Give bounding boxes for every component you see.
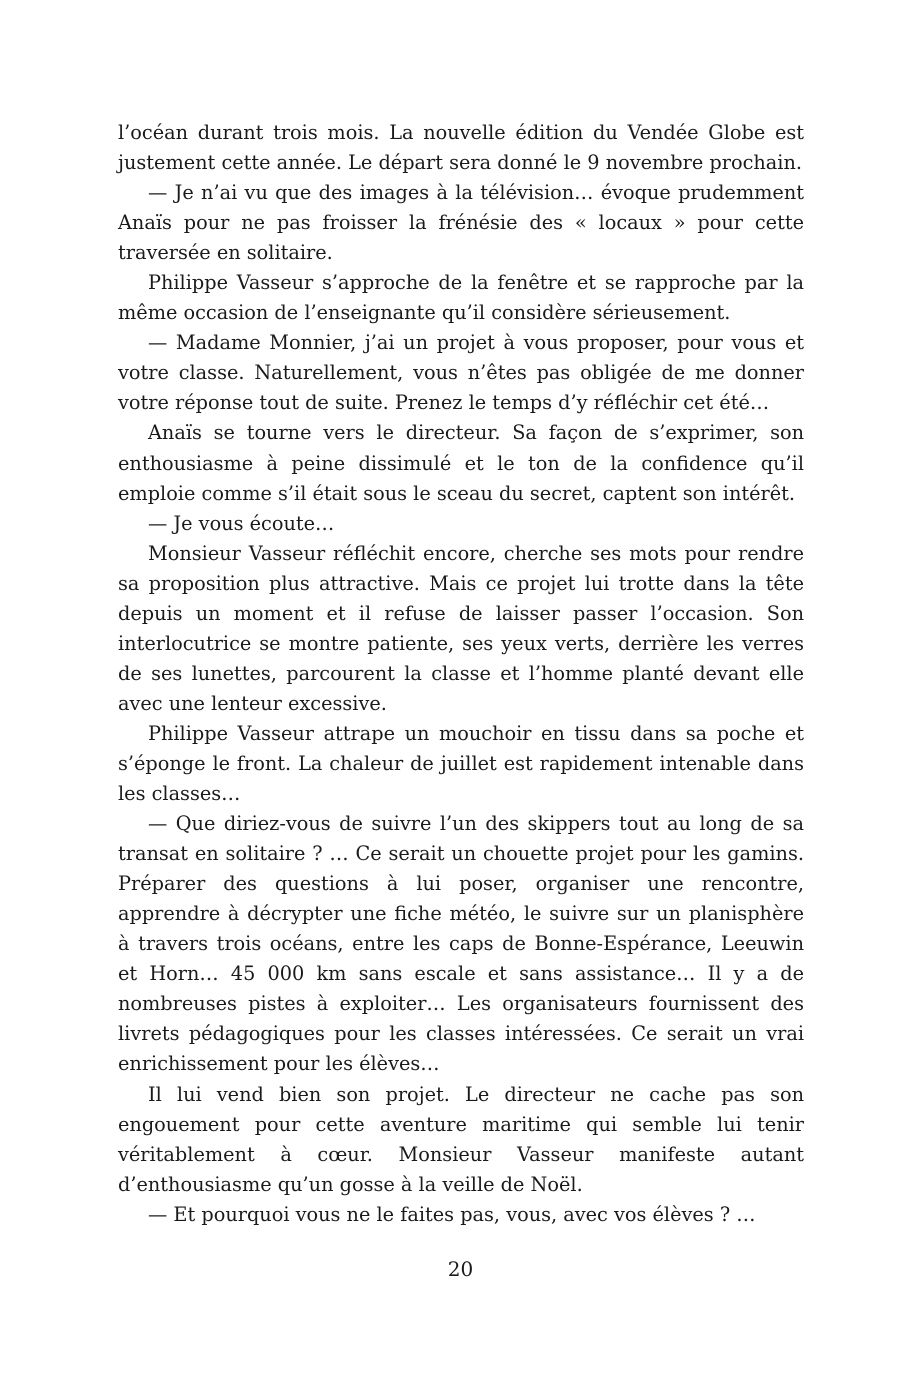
paragraph: — Madame Monnier, j’ai un projet à vous proposer, pour vous et votre classe. Naturellement, vous n’êtes pas obligée de me donner votre réponse tout de suite. Prenez le temps d’y réfléchir cet été…	[118, 331, 804, 415]
paragraph: Philippe Vasseur attrape un mouchoir en tissu dans sa poche et s’éponge le front. La chaleur de juillet est rapidement intenable dans les classes…	[118, 721, 804, 806]
paragraph: — Je vous écoute…	[148, 511, 335, 535]
page-number: 20	[447, 1257, 474, 1281]
paragraph: Anaïs se tourne vers le directeur. Sa façon de s’exprimer, son enthousiasme à peine dissimulé et le ton de la confidence qu’il emploie comme s’il était sous le sceau du secret, captent son intérêt.	[118, 421, 804, 505]
paragraph: l’océan durant trois mois. La nouvelle édition du Vendée Globe est justement cette année. Le départ sera donné le 9 novembre prochain.	[118, 121, 804, 175]
paragraph: — Et pourquoi vous ne le faites pas, vous, avec vos élèves ? …	[148, 1202, 756, 1226]
paragraph: — Que diriez-vous de suivre l’un des skippers tout au long de sa transat en solitaire ? … Ce serait un chouette projet pour les gamins. Préparer des questions à lui poser, organiser une rencontre, apprendre à décrypter une fiche météo, le suivre sur un planisphère à travers trois océans, entre les caps de Bonne-Espérance, Leeuwin et Horn… 45 000 km sans escale et sans assistance… Il y a de nombreuses pistes à exploiter… Les organisateurs fournissent des livrets pédagogiques pour les classes intéressées. Ce serait un vrai enrichissement pour les élèves…	[118, 812, 804, 1076]
body-text	[118, 118, 804, 1230]
paragraph: — Je n’ai vu que des images à la télévision… évoque prudemment Anaïs pour ne pas froisser la frénésie des « locaux » pour cette traversée en solitaire.	[118, 181, 804, 265]
paragraph: Monsieur Vasseur réfléchit encore, cherche ses mots pour rendre sa proposition plus attractive. Mais ce projet lui trotte dans la tête depuis un moment et il refuse de laisser passer l’occasion. Son interlocutrice se montre patiente, ses yeux verts, derrière les verres de ses lunettes, parcourent la classe et l’homme planté devant elle avec une lenteur excessive.	[118, 541, 804, 715]
paragraph: Il lui vend bien son projet. Le directeur ne cache pas son engouement pour cette aventure maritime qui semble lui tenir véritablement à cœur. Monsieur Vasseur manifeste autant d’enthousiasme qu’un gosse à la veille de Noël.	[118, 1082, 804, 1196]
paragraph: Philippe Vasseur s’approche de la fenêtre et se rapproche par la même occasion de l’enseignante qu’il considère sérieusement.	[118, 271, 804, 325]
